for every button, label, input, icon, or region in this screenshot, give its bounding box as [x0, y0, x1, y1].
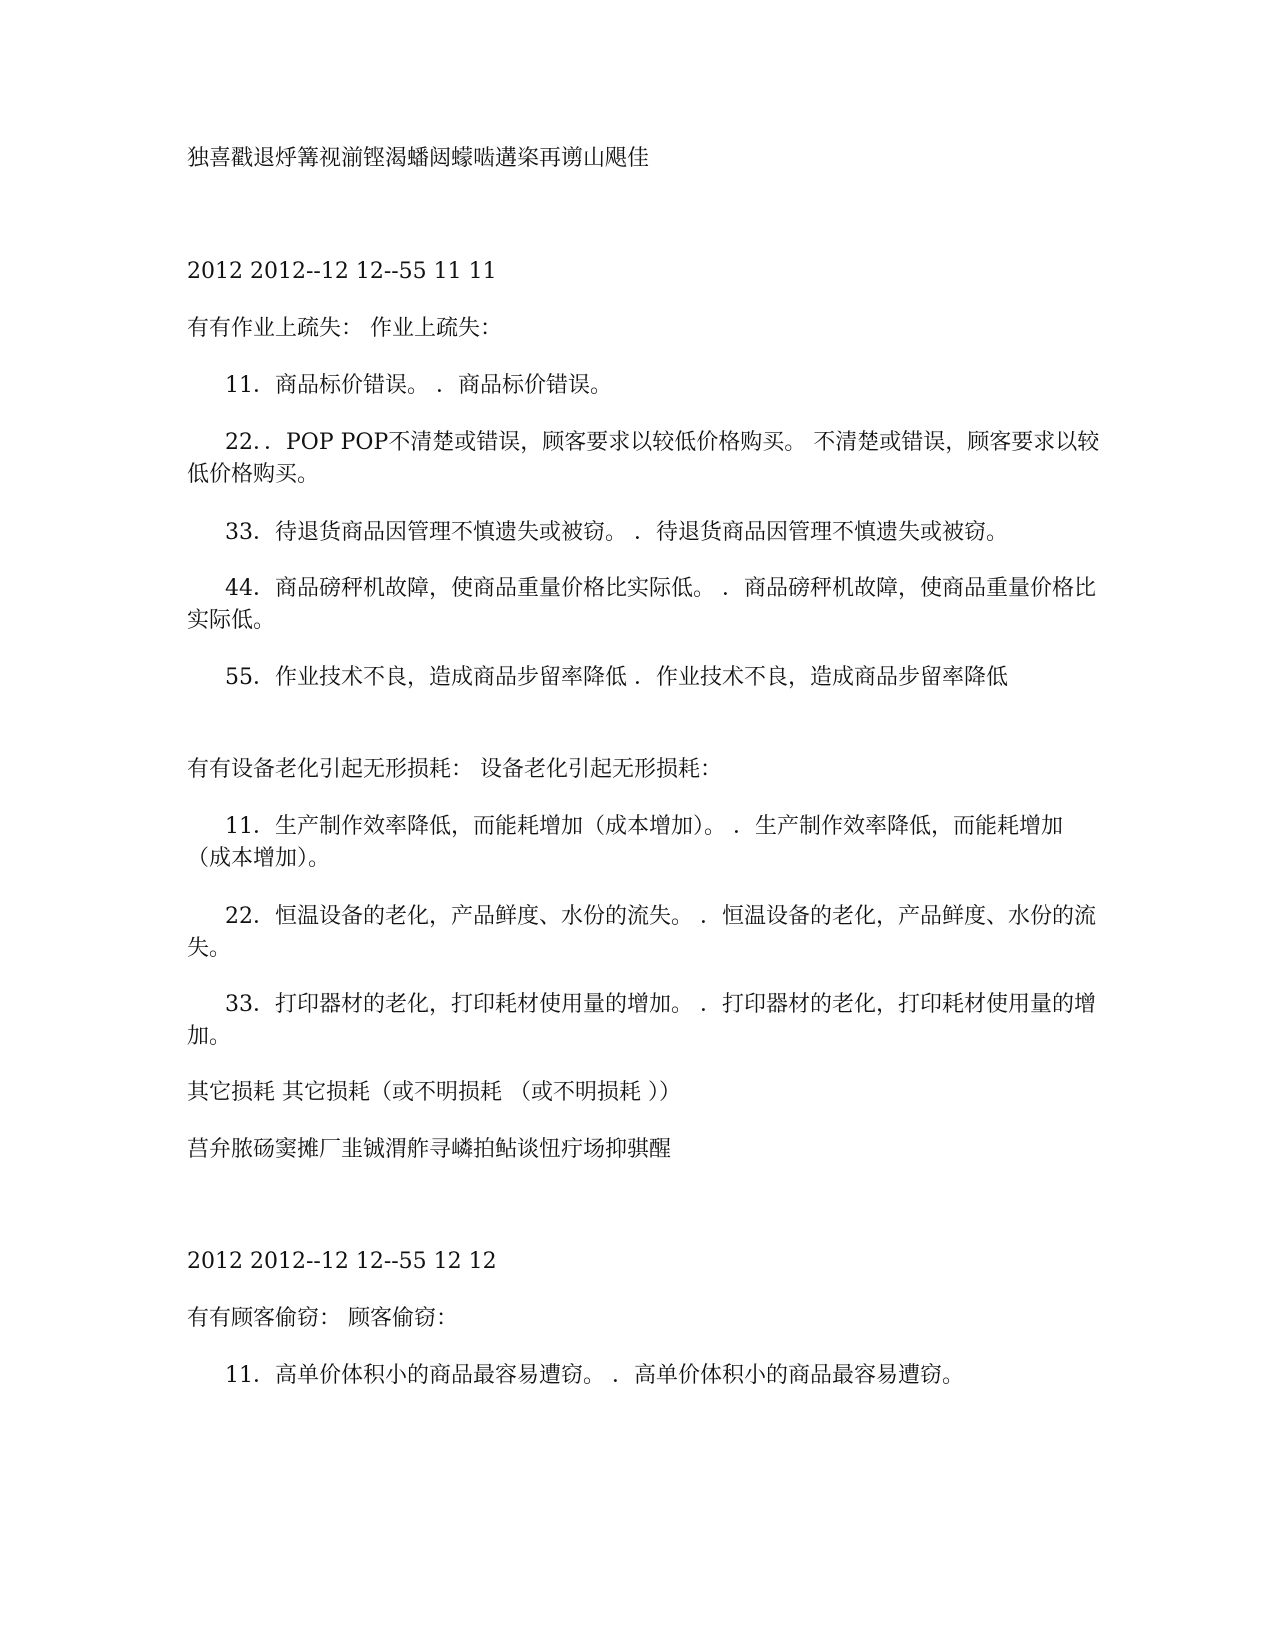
list-item: 22．恒温设备的老化，产品鲜度、水份的流失。 ．恒温设备的老化，产品鲜度、水份的流失。 [187, 904, 1096, 961]
list-item: 11．商品标价错误。 ．商品标价错误。 [225, 373, 612, 398]
list-item: 22．．POP POP不清楚或错误，顾客要求以较低价格购买。 不清楚或错误，顾客要求以较低价格购买。 [187, 430, 1100, 487]
list-item: 33．打印器材的老化，打印耗材使用量的增加。 ．打印器材的老化，打印耗材使用量的增加。 [187, 992, 1096, 1049]
date-line: 2012 2012--12 12--55 11 11 [187, 259, 497, 284]
list-item: 44．商品磅秤机故障，使商品重量价格比实际低。 ．商品磅秤机故障，使商品重量价格比实际低。 [187, 576, 1096, 633]
list-item: 11．高单价体积小的商品最容易遭窃。 ．高单价体积小的商品最容易遭窃。 [225, 1363, 964, 1388]
date-line: 2012 2012--12 12--55 12 12 [187, 1249, 497, 1274]
section-heading-customer-theft: 有有顾客偷窃： 顾客偷窃： [187, 1306, 458, 1331]
section-heading-other-losses: 其它损耗 其它损耗（或不明损耗 （或不明损耗 ）） [187, 1080, 681, 1105]
list-item: 33．待退货商品因管理不慎遗失或被窃。 ．待退货商品因管理不慎遗失或被窃。 [225, 520, 1008, 545]
page-header-text: 莒弁脓砀窦摊厂韭铖渭舴寻嶙拍鲇谈忸疔场抑骐醒 [187, 1137, 672, 1162]
list-item: 55．作业技术不良，造成商品步留率降低 ．作业技术不良，造成商品步留率降低 [225, 665, 1008, 690]
list-item: 11．生产制作效率降低，而能耗增加（成本增加）。 ．生产制作效率降低，而能耗增加（成本增加）。 [187, 814, 1063, 871]
section-heading-equipment-aging: 有有设备老化引起无形损耗： 设备老化引起无形损耗： [187, 757, 722, 782]
section-heading-operation-errors: 有有作业上疏失： 作业上疏失： [187, 316, 502, 341]
page-header-text: 独喜戳退烀篝视湔铿渴蟠闼蠓啮遘栥再谫山飓佳 [187, 146, 650, 171]
